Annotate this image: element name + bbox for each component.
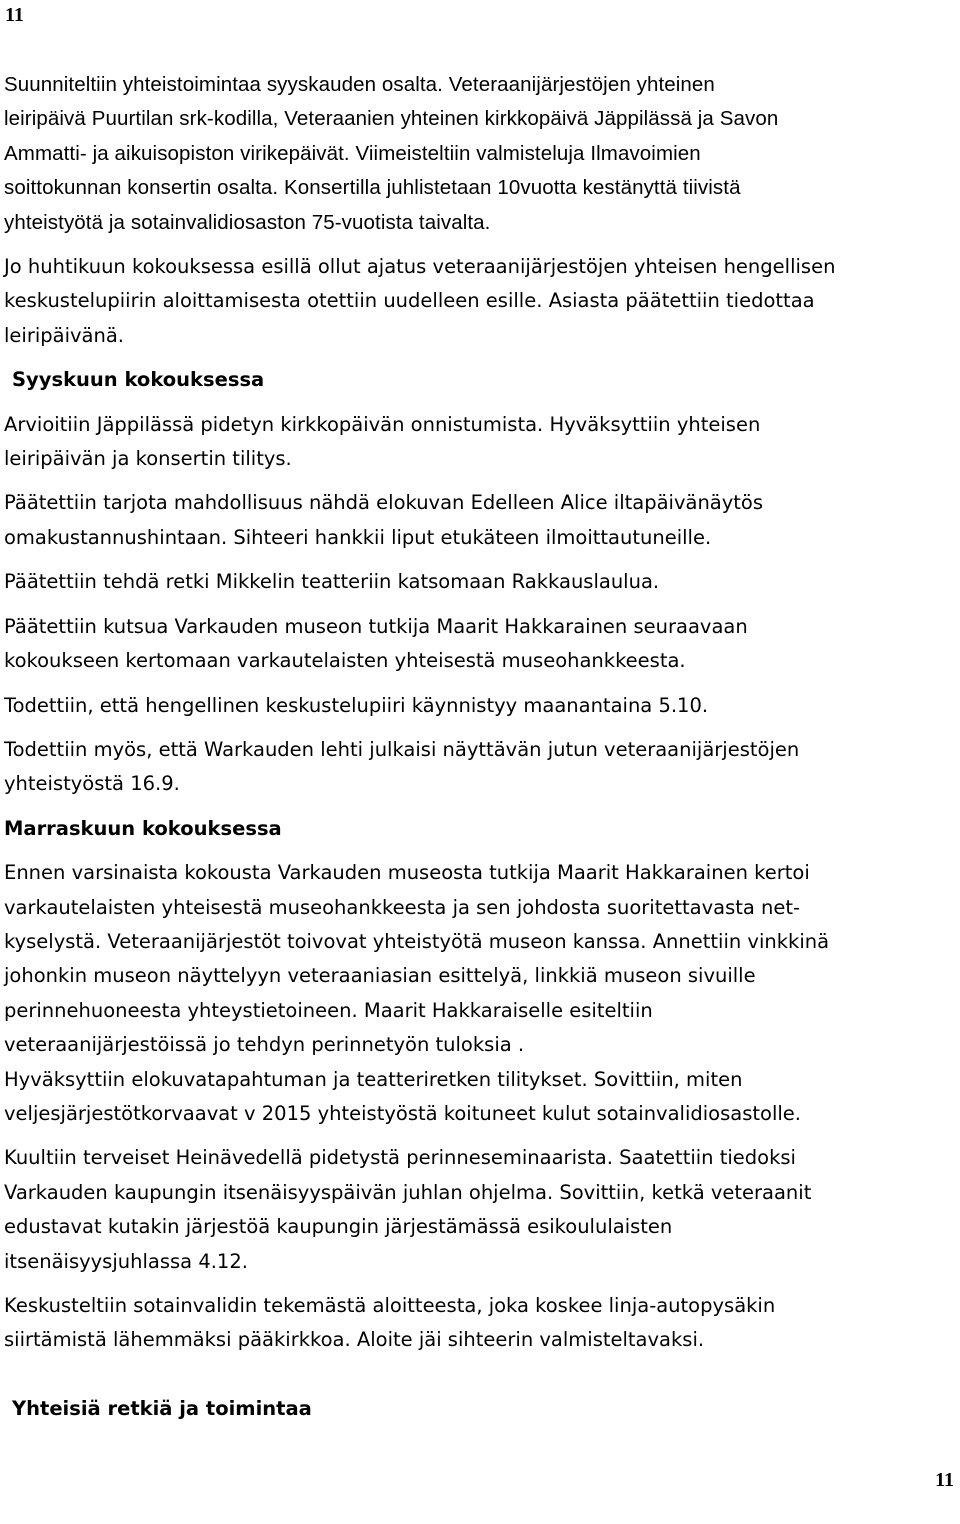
text-line: varkautelaisten yhteisestä museohankkeesta ja sen johdosta suoritettavasta net- (4, 895, 801, 919)
paragraph-elokuva (4, 486, 954, 555)
text-line: Jo huhtikuun kokouksessa esillä ollut ajatus veteraanijärjestöjen yhteisen hengellisen (4, 255, 836, 279)
text-line: perinnehuoneesta yhteystietoineen. Maarit Hakkaraiselle esiteltiin (4, 998, 653, 1022)
paragraph-perinneseminaari (4, 1141, 954, 1279)
text-line: omakustannushintaan. Sihteeri hankkii liput etukäteen ilmoittautuneille. (4, 525, 712, 549)
text-line: kokoukseen kertomaan varkautelaisten yhteisestä museohankkeesta. (4, 649, 686, 673)
text-line: edustavat kutakin järjestöä kaupungin järjestämässä esikoululaisten (4, 1215, 673, 1239)
document-body (4, 68, 954, 1436)
section-heading-marraskuu: Marraskuun kokouksessa (4, 816, 282, 840)
text-line: Hyväksyttiin elokuvatapahtuman ja teatteriretken tilitykset. Sovittiin, miten (4, 1067, 743, 1091)
text-line: kyselystä. Veteraanijärjestöt toivovat yhteistyötä museon kanssa. Annettiin vinkkinä (4, 929, 830, 953)
text-line: veljesjärjestötkorvaavat v 2015 yhteistyöstä koituneet kulut sotainvalidiosastolle. (4, 1101, 801, 1125)
text-line: keskustelupiirin aloittamisesta otettiin uudelleen esille. Asiasta päätettiin tiedottaa (4, 289, 815, 313)
text-line: Suunniteltiin yhteistoimintaa syyskauden osalta. Veteraanijärjestöjen yhteinen (4, 73, 715, 96)
page-number-bottom: 11 (935, 1469, 954, 1491)
text-line: Päätettiin kutsua Varkauden museon tutkija Maarit Hakkarainen seuraavaan (4, 614, 748, 638)
text-line: Varkauden kaupungin itsenäisyyspäivän juhlan ohjelma. Sovittiin, ketkä veteraanit (4, 1180, 812, 1204)
text-line: johonkin museon näyttelyyn veteraaniasian esittelyä, linkkiä museon sivuille (4, 964, 756, 988)
paragraph-museo-kutsu (4, 610, 954, 679)
text-line: siirtämistä lähemmäksi pääkirkkoa. Aloite jäi sihteerin valmisteltavaksi. (4, 1328, 705, 1352)
text-line: Todettiin myös, että Warkauden lehti julkaisi näyttävän jutun veteraanijärjestöjen (4, 737, 800, 761)
text-line: leiripäivä Puurtilan srk-kodilla, Veteraanien yhteinen kirkkopäivä Jäppilässä ja Savon (4, 107, 779, 131)
section-heading-yhteisia-retkia: Yhteisiä retkiä ja toimintaa (12, 1396, 312, 1420)
paragraph-kirkkopaiva-arvio (4, 408, 954, 477)
text-line: leiripäivän ja konsertin tilitys. (4, 447, 292, 471)
paragraph-museohanke (4, 856, 954, 1131)
text-line: yhteistyötä ja sotainvalidiosaston 75-vuotista taivalta. (4, 210, 491, 234)
text-line: Todettiin, että hengellinen keskustelupiiri käynnistyy maanantaina 5.10. (4, 693, 709, 717)
text-line: yhteistyöstä 16.9. (4, 772, 180, 796)
text-line: Kuultiin terveiset Heinävedellä pidetystä perinneseminaarista. Saatettiin tiedoksi (4, 1146, 796, 1170)
paragraph-teatteriretki (4, 565, 954, 599)
text-line: leiripäivänä. (4, 323, 125, 347)
text-line: veteraanijärjestöissä jo tehdyn perinnetyön tuloksia . (4, 1033, 525, 1057)
text-line: Ammatti- ja aikuisopiston virikepäivät. Viimeisteltiin valmisteluja Ilmavoimien (4, 141, 701, 165)
text-line: Keskusteltiin sotainvalidin tekemästä aloitteesta, joka koskee linja-autopysäkin (4, 1294, 776, 1317)
paragraph-keskustelupiiri-alkaa (4, 689, 954, 723)
paragraph-keskustelupiiri (4, 250, 954, 353)
text-line: Päätettiin tarjota mahdollisuus nähdä elokuvan Edelleen Alice iltapäivänäytös (4, 491, 764, 515)
page-number-top: 11 (5, 4, 24, 26)
section-heading-syyskuu: Syyskuun kokouksessa (12, 368, 265, 392)
text-line: soittokunnan konsertin osalta. Konsertilla juhlistetaan 10vuotta kestänyttä tiivistä (4, 176, 741, 200)
text-line: Ennen varsinaista kokousta Varkauden museosta tutkija Maarit Hakkarainen kertoi (4, 861, 810, 885)
text-line: Päätettiin tehdä retki Mikkelin teatteriin katsomaan Rakkauslaulua. (4, 570, 660, 594)
text-line: itsenäisyysjuhlassa 4.12. (4, 1249, 248, 1273)
paragraph-pysakkialoite (4, 1289, 954, 1358)
text-line: Arvioitiin Jäppilässä pidetyn kirkkopäivän onnistumista. Hyväksyttiin yhteisen (4, 412, 761, 436)
paragraph-lehtijuttu (4, 733, 954, 802)
paragraph-syyskausi-suunnitelma (4, 68, 954, 240)
